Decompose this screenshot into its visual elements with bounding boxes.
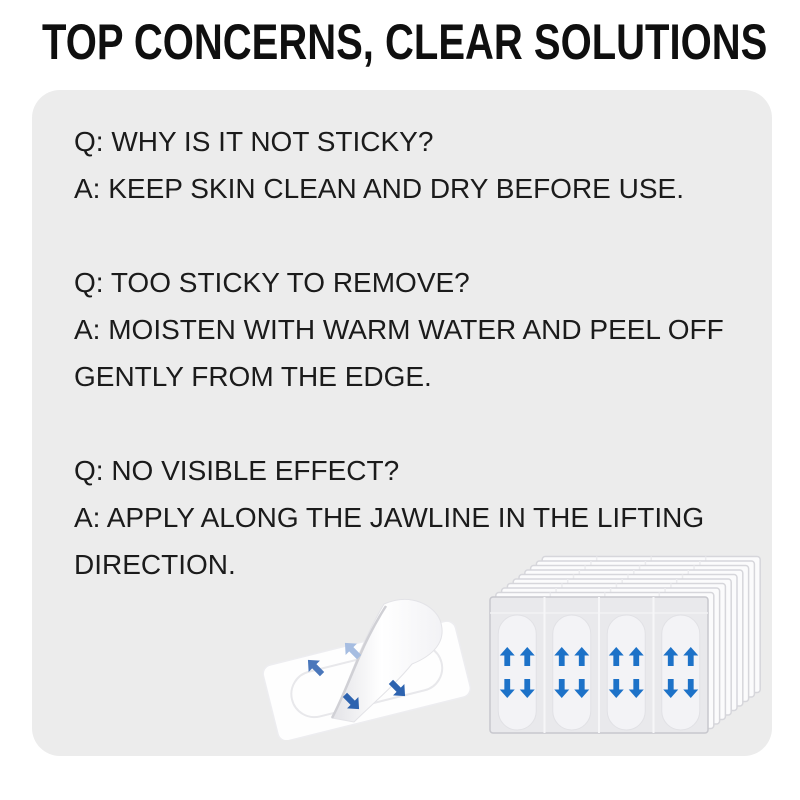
faq-card	[32, 90, 772, 756]
faq-answer: A: APPLY ALONG THE JAWLINE IN THE LIFTING DIRECTION.	[74, 502, 705, 580]
faq-question: Q: NO VISIBLE EFFECT?	[74, 455, 400, 486]
page-title: TOP CONCERNS, CLEAR SOLUTIONS	[42, 14, 768, 70]
front-sheet	[490, 597, 708, 733]
faq-item-too-sticky	[74, 259, 746, 400]
faq-answer: A: KEEP SKIN CLEAN AND DRY BEFORE USE.	[74, 173, 684, 204]
faq-question: Q: WHY IS IT NOT STICKY?	[74, 126, 434, 157]
faq-question: Q: TOO STICKY TO REMOVE?	[74, 267, 470, 298]
faq-item-not-sticky	[74, 118, 746, 212]
peel-illustration	[262, 590, 477, 740]
stack-illustration	[478, 552, 768, 757]
faq-answer: A: MOISTEN WITH WARM WATER AND PEEL OFF GENTLY FROM THE EDGE.	[74, 314, 724, 392]
